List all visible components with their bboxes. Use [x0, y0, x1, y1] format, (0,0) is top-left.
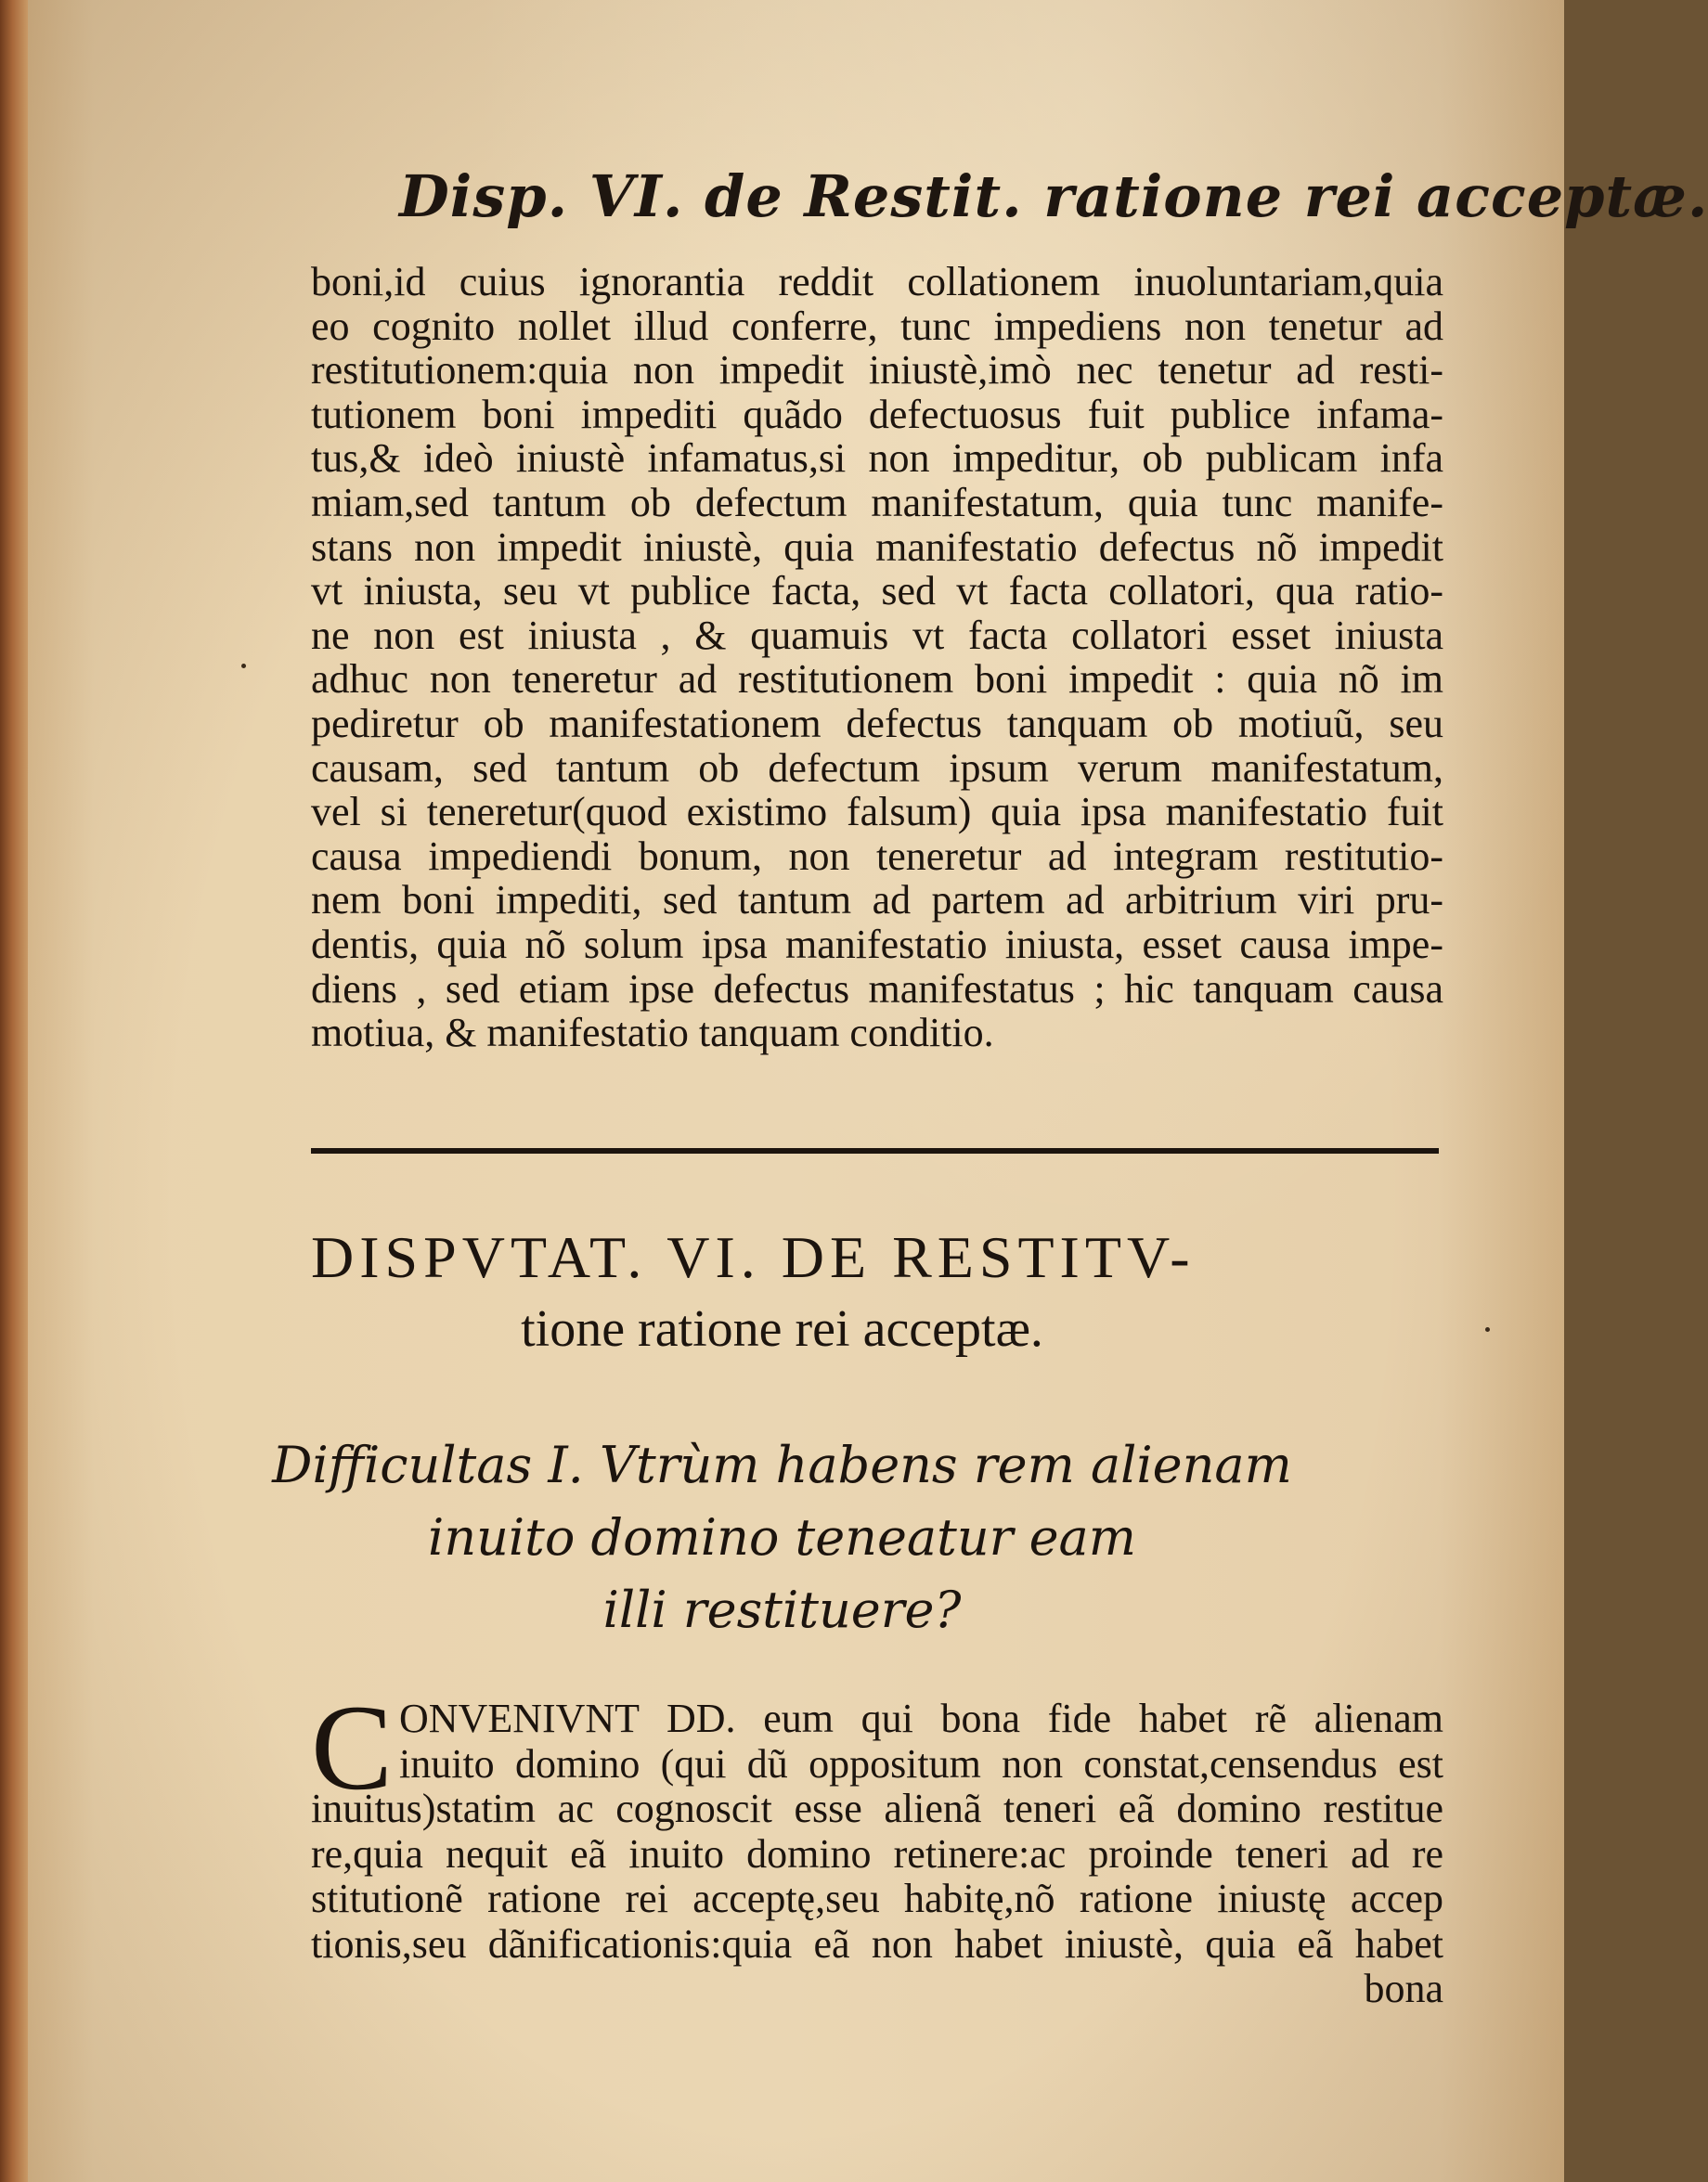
paper-speck	[1485, 1327, 1490, 1332]
difficultas-line: inuito domino teneatur eam	[428, 1508, 1136, 1567]
text-line: stitutionẽ ratione rei acceptę,seu habitę,nõ ratione iniustę accep	[311, 1876, 1443, 1921]
text-line: re,quia nequit eã inuito domino retinere:ac proinde teneri ad re	[311, 1830, 1443, 1877]
disputation-title: DISPVTAT. VI. DE RESTITV-	[311, 1224, 1196, 1290]
paper-speck	[241, 664, 246, 668]
text-line: eo cognito nollet illud conferre, tunc impediens non tenetur ad	[311, 303, 1443, 349]
main-paragraph	[311, 1679, 1443, 2012]
catchword: bona	[1364, 1966, 1443, 2011]
text-line: pediretur ob manifestationem defectus tanquam ob motiuũ, seu	[311, 700, 1443, 746]
text-line: dentis, quia nõ solum ipsa manifestatio iniusta, esset causa impe-	[311, 921, 1443, 967]
text-line: motiua, & manifestatio tanquam conditio.	[311, 1010, 994, 1056]
text-line: vel si teneretur(quod existimo falsum) quia ipsa manifestatio fuit	[311, 789, 1443, 835]
section-divider-rule	[311, 1148, 1439, 1154]
text-line: ne non est iniusta , & quamuis vt facta collatori esset iniusta	[311, 612, 1443, 658]
book-spine-edge	[0, 0, 28, 2182]
text-line: restitutionem:quia non impedit iniustè,imò nec tenetur ad resti-	[311, 347, 1443, 394]
text-line: tutionem boni impediti quãdo defectuosus fuit publice infama-	[311, 391, 1443, 437]
text-line: nem boni impediti, sed tantum ad partem ad arbitrium viri pru-	[311, 877, 1443, 923]
text-line: ONVENIVNT DD. eum qui bona fide habet rẽ alienam	[399, 1696, 1443, 1741]
running-head: Disp. VI. de Restit. ratione rei acceptæ.	[399, 162, 1708, 230]
text-line: stans non impedit iniustè, quia manifestatio defectus nõ impedit	[311, 523, 1443, 570]
disputation-subtitle: tione ratione rei acceptæ.	[521, 1300, 1043, 1358]
text-line: diens , sed etiam ipse defectus manifestatus ; hic tanquam causa	[311, 965, 1443, 1012]
text-line: causam, sed tantum ob defectum ipsum verum manifestatum,	[311, 744, 1443, 791]
text-line: vt iniusta, seu vt publice facta, sed vt facta collatori, qua ratio-	[311, 568, 1443, 614]
text-line: tionis,seu dãnificationis:quia eã non habet iniustè, quia eã habet	[311, 1920, 1443, 1967]
text-line: tus,& ideò iniustè infamatus,si non impeditur, ob publicam infa	[311, 435, 1443, 482]
drop-cap: C	[311, 1679, 394, 1815]
text-line: boni,id cuius ignorantia reddit collationem inuoluntariam,quia	[311, 259, 1443, 304]
text-line: inuitus)statim ac cognoscit esse alienã teneri eã domino restitue	[311, 1786, 1443, 1831]
difficultas-heading	[0, 1429, 1564, 1646]
text-line: miam,sed tantum ob defectum manifestatum, quia tunc manife-	[311, 479, 1443, 525]
difficultas-line: illi restituere?	[602, 1581, 962, 1639]
text-line: causa impediendi bonum, non teneretur ad integram restitutio-	[311, 833, 1443, 879]
top-paragraph	[311, 260, 1443, 1055]
difficultas-line: Difficultas I. Vtrùm habens rem alienam	[272, 1436, 1292, 1494]
text-line: adhuc non teneretur ad restitutionem boni impedit : quia nõ im	[311, 656, 1443, 703]
text-line: inuito domino (qui dũ oppositum non constat,censendus est	[399, 1740, 1443, 1787]
